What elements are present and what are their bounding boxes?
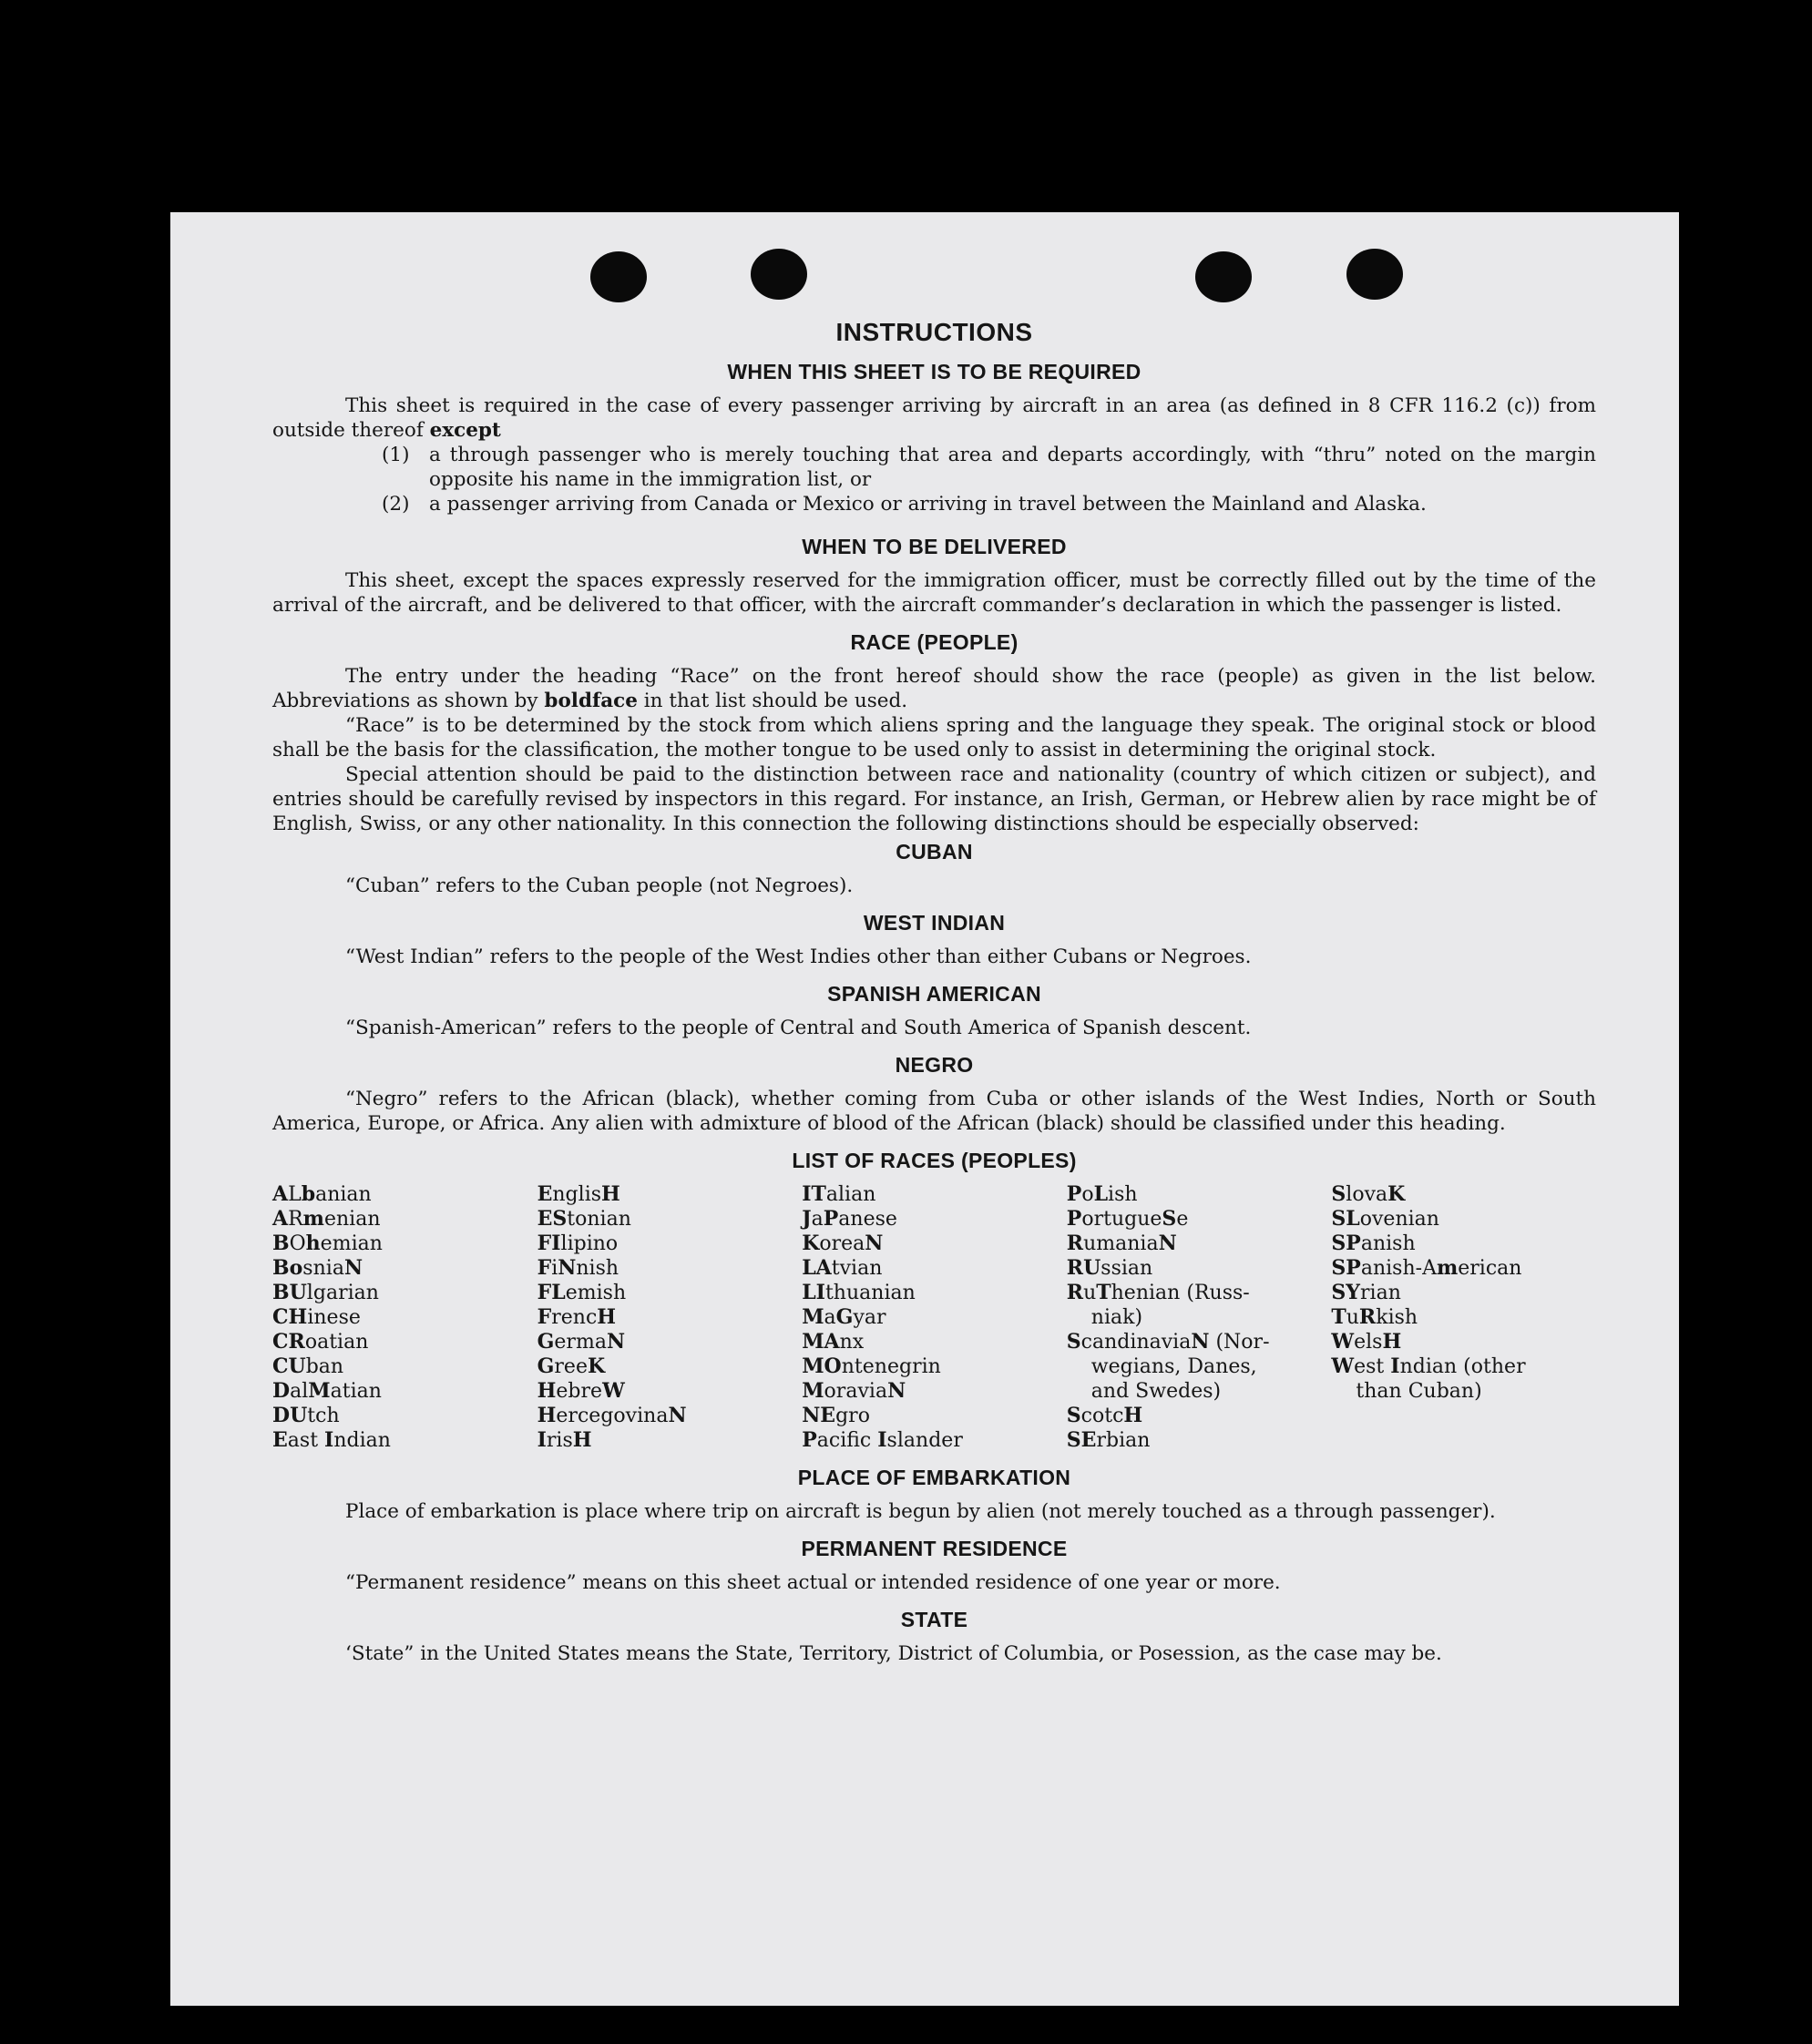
race-entry: wegians, Danes, xyxy=(1090,1355,1257,1378)
race-entry: FIlipino xyxy=(537,1232,619,1255)
heading-when-delivered: WHEN TO BE DELIVERED xyxy=(802,535,1067,558)
instruction-sheet xyxy=(170,212,1679,2006)
exception-item-2 xyxy=(272,492,1596,516)
race-entry: LAtvian xyxy=(802,1256,883,1280)
race-entry: JaPanese xyxy=(802,1207,897,1231)
state-text: ‘State” in the United States means the State, Territory, District of Columbia, or Posession, as the case may be. xyxy=(345,1642,1442,1665)
heading-west-indian: WEST INDIAN xyxy=(863,911,1006,935)
race-entry: SPanish-American xyxy=(1331,1256,1522,1280)
heading-cuban: CUBAN xyxy=(896,840,973,864)
race-entry: SYrian xyxy=(1331,1281,1401,1304)
race-entry: GreeK xyxy=(537,1354,606,1378)
exception-number: (1) xyxy=(382,444,410,466)
exception-text: a passenger arriving from Canada or Mexico or arriving in travel between the Mainland and Alaska. xyxy=(429,493,1427,516)
race-entry: and Swedes) xyxy=(1090,1380,1222,1403)
residence-text: “Permanent residence” means on this sheet actual or intended residence of one year or more. xyxy=(345,1571,1281,1594)
race-entry: GermaN xyxy=(537,1330,626,1354)
race-column xyxy=(272,1182,537,1453)
race-entry: ARmenian xyxy=(272,1207,381,1231)
heading-state: STATE xyxy=(900,1608,968,1631)
heading-when-required: WHEN THIS SHEET IS TO BE REQUIRED xyxy=(727,360,1141,383)
heading-embarkation: PLACE OF EMBARKATION xyxy=(797,1466,1071,1489)
cuban-text: “Cuban” refers to the Cuban people (not Negroes). xyxy=(345,874,854,897)
race-entry: DalMatian xyxy=(272,1379,382,1403)
race-entry: CHinese xyxy=(272,1305,361,1329)
race-entry: ITalian xyxy=(802,1182,876,1206)
race-paragraph-3: Special attention should be paid to the distinction between race and nationality (country of which citizen or subject), and entries should be carefully revised by inspectors in this regard. For instance, an Irish, German, or Hebrew alien by race might be of English, Swiss, or any other nationality. In this connection the following distinctions should be especially observed: xyxy=(272,763,1596,835)
race-column xyxy=(1331,1182,1596,1453)
race-entry: PoLish xyxy=(1066,1182,1138,1206)
delivered-text: This sheet, except the spaces expressly reserved for the immigration officer, must be correctly filled out by the time of the arrival of the aircraft, and be delivered to that officer, with the aircraft commander’s declaration in which the passenger is listed. xyxy=(272,569,1596,617)
heading-permanent-residence: PERMANENT RESIDENCE xyxy=(801,1537,1068,1560)
heading-spanish-american: SPANISH AMERICAN xyxy=(827,982,1041,1006)
race-entry: BOhemian xyxy=(272,1232,383,1255)
west-indian-text: “West Indian” refers to the people of the West Indies other than either Cubans or Negroes. xyxy=(345,945,1252,968)
race-entry: LIthuanian xyxy=(802,1281,916,1304)
sheet-content xyxy=(272,318,1596,1666)
race-entry: DUtch xyxy=(272,1404,340,1427)
race-entry: SLovenian xyxy=(1331,1207,1439,1231)
exception-text: a through passenger who is merely touching that area and departs accordingly, with “thru” noted on the margin opposite his name in the immigration list, or xyxy=(429,444,1596,491)
race-entry: SErbian xyxy=(1066,1428,1151,1452)
race-entry: FLemish xyxy=(537,1281,627,1304)
race-p1-text-end: in that list should be used. xyxy=(637,690,908,712)
race-column xyxy=(802,1182,1067,1453)
race-entry: TuRkish xyxy=(1331,1305,1418,1329)
exception-item-1 xyxy=(272,443,1596,492)
race-entry: KoreaN xyxy=(802,1232,884,1255)
heading-negro: NEGRO xyxy=(895,1053,974,1077)
race-entry: ScandinaviaN (Nor- xyxy=(1066,1330,1270,1354)
race-entry: niak) xyxy=(1090,1306,1143,1329)
race-paragraph-1 xyxy=(272,664,1596,713)
heading-list-of-races: LIST OF RACES (PEOPLES) xyxy=(792,1149,1077,1172)
race-entry: MOntenegrin xyxy=(802,1354,941,1378)
race-entry: FrencH xyxy=(537,1305,617,1329)
race-p1-boldface: boldface xyxy=(544,690,638,712)
race-entry: ScotcH xyxy=(1066,1404,1143,1427)
heading-race: RACE (PEOPLE) xyxy=(850,630,1019,654)
race-entry: IrisH xyxy=(537,1428,592,1452)
race-column xyxy=(537,1182,803,1453)
race-entry: CUban xyxy=(272,1354,344,1378)
punch-hole xyxy=(1346,249,1403,300)
race-entry: MaGyar xyxy=(802,1305,886,1329)
race-entry: EnglisH xyxy=(537,1182,620,1206)
required-intro xyxy=(272,393,1596,443)
race-paragraph-2: “Race” is to be determined by the stock from which aliens spring and the language they speak. The original stock or blood shall be the basis for the classification, the mother tongue to be used only to assist in determining the original stock. xyxy=(272,714,1596,761)
race-entry: West Indian (other xyxy=(1331,1354,1526,1378)
races-list xyxy=(272,1182,1596,1453)
race-entry: SPanish xyxy=(1331,1232,1416,1255)
race-entry: CRoatian xyxy=(272,1330,369,1354)
required-intro-text: This sheet is required in the case of every passenger arriving by aircraft in an area (as defined in 8 CFR 116.2 (c)) from outside thereof xyxy=(272,394,1596,442)
required-intro-except: except xyxy=(429,419,501,442)
race-entry: BUlgarian xyxy=(272,1281,379,1304)
race-entry: HercegovinaN xyxy=(537,1404,687,1427)
race-entry: RuThenian (Russ- xyxy=(1066,1281,1250,1304)
punch-hole xyxy=(590,251,647,302)
race-entry: Pacifc Islander xyxy=(802,1428,963,1452)
race-column xyxy=(1067,1182,1332,1453)
race-entry: WelsH xyxy=(1331,1330,1402,1354)
race-entry: NEgro xyxy=(802,1404,870,1427)
race-entry: ALbanian xyxy=(272,1182,372,1206)
race-entry: HebreW xyxy=(537,1379,625,1403)
race-entry: MAnx xyxy=(802,1330,865,1354)
punch-hole xyxy=(1195,251,1252,302)
spanish-american-text: “Spanish-American” refers to the people of Central and South America of Spanish descent. xyxy=(345,1017,1252,1039)
embarkation-text: Place of embarkation is place where trip on aircraft is begun by alien (not merely touched as a through passenger). xyxy=(345,1500,1496,1523)
race-entry: RUssian xyxy=(1066,1256,1153,1280)
race-entry: BosniaN xyxy=(272,1256,363,1280)
negro-text: “Negro” refers to the African (black), whether coming from Cuba or other islands of the West Indies, North or South America, Europe, or Africa. Any alien with admixture of blood of the African (black) should be classified under this heading. xyxy=(272,1088,1596,1135)
page-title: INSTRUCTIONS xyxy=(835,318,1033,346)
race-entry: RumaniaN xyxy=(1066,1232,1177,1255)
race-entry: FiNnish xyxy=(537,1256,619,1280)
race-entry: SlovaK xyxy=(1331,1182,1406,1206)
race-entry: PortugueSe xyxy=(1066,1207,1189,1231)
exception-number: (2) xyxy=(382,493,410,516)
race-entry: than Cuban) xyxy=(1356,1380,1482,1403)
race-entry: East Indian xyxy=(272,1428,391,1452)
punch-hole xyxy=(751,249,807,300)
race-entry: MoraviaN xyxy=(802,1379,906,1403)
race-entry: EStonian xyxy=(537,1207,631,1231)
race-p1-text: The entry under the heading “Race” on the front hereof should show the race (people) as given in the list below. Abbreviations as shown by xyxy=(272,665,1596,712)
